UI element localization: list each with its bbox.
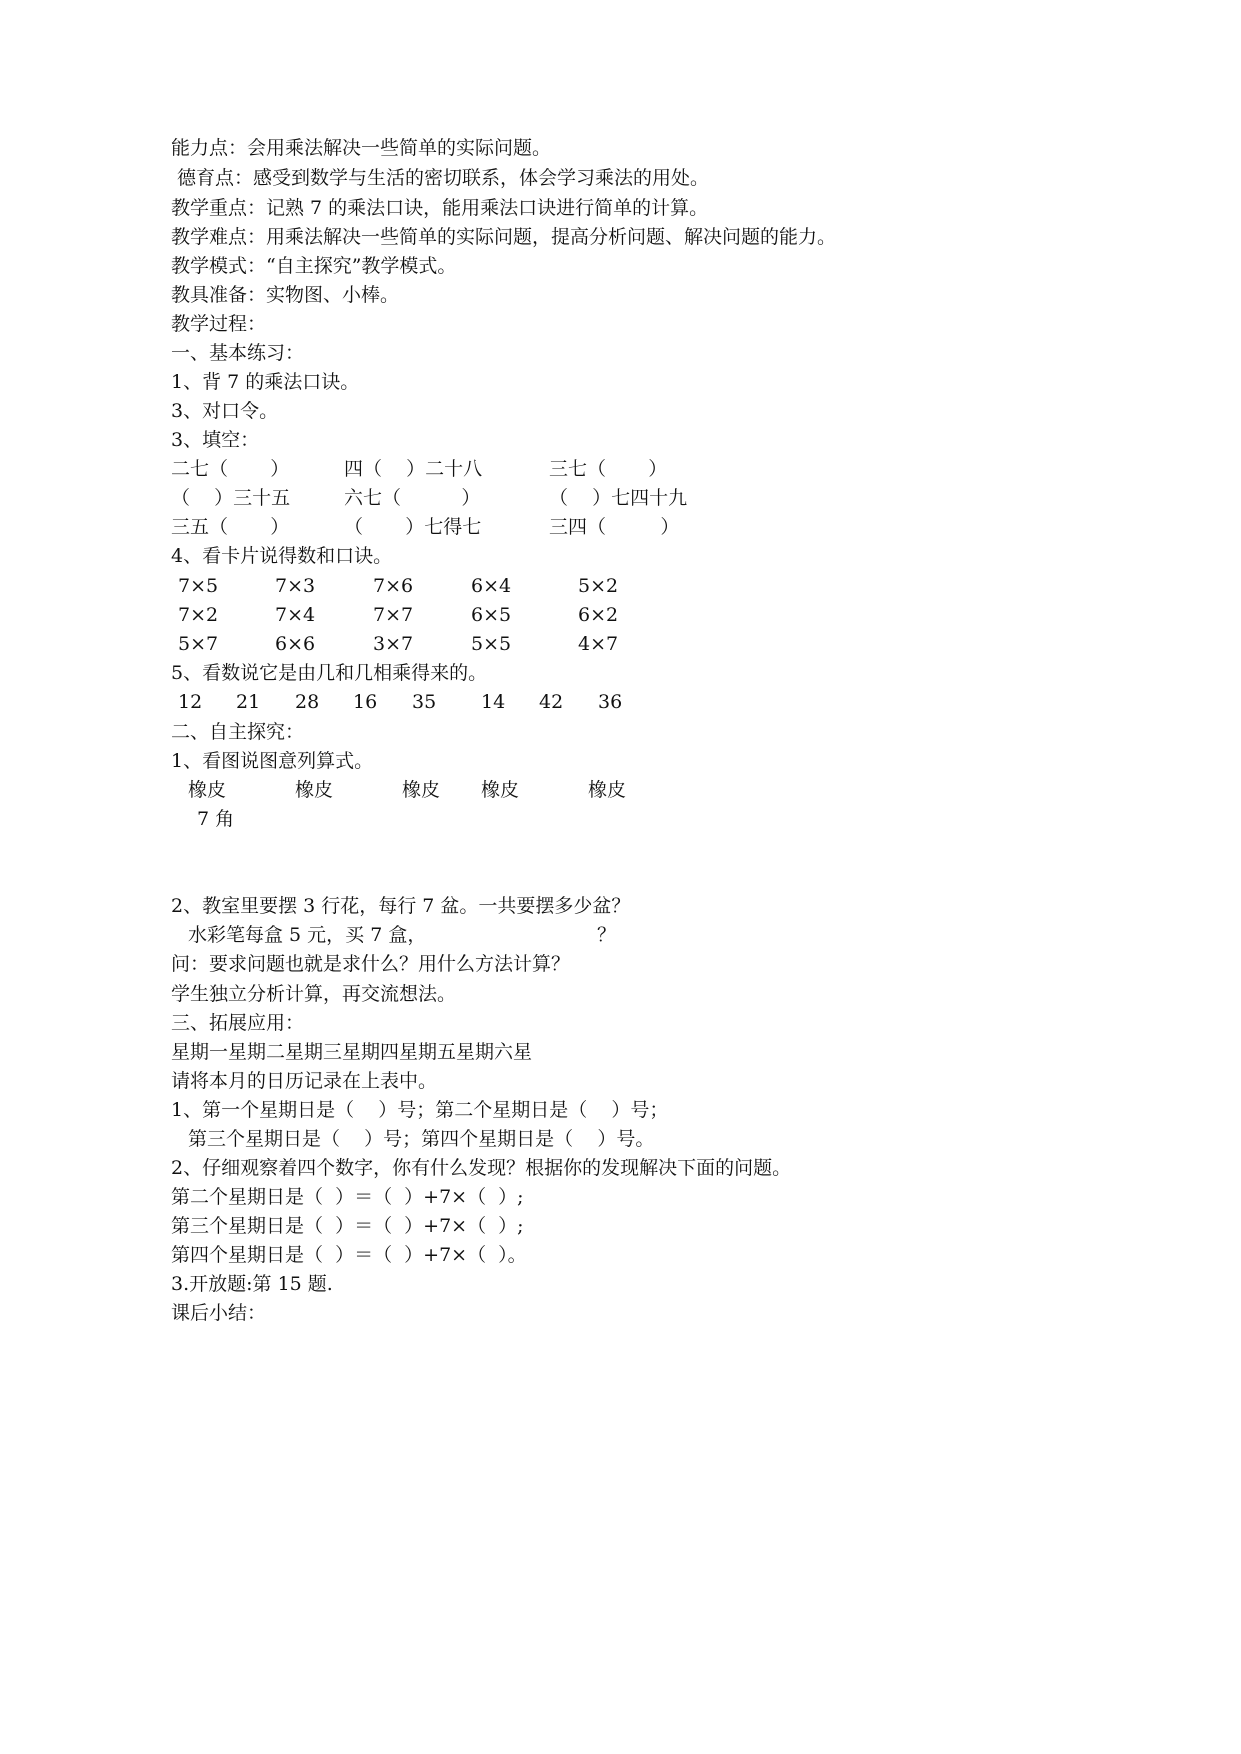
moral-line: 德育点：感受到数学与生活的密切联系，体会学习乘法的用处。 (177, 167, 710, 189)
explore-1: 1、看图说图意列算式。 (171, 750, 374, 772)
section-2-heading: 二、自主探究： (171, 721, 305, 743)
number-item: 36 (598, 691, 623, 713)
question-1a: 1、第一个星期日是（ ）号；第二个星期日是（ ）号； (171, 1099, 669, 1121)
blank-cell: （ ）三十五 (171, 487, 291, 509)
section-1-heading: 一、基本练习： (171, 342, 305, 364)
blank-cell: 二七（ ） (171, 458, 290, 480)
ability-line: 能力点：会用乘法解决一些简单的实际问题。 (171, 137, 552, 159)
card-expression: 7×5 (178, 575, 219, 597)
week-header: 星期一星期二星期三星期四星期五星期六星 (171, 1041, 533, 1063)
card-expression: 7×2 (178, 604, 219, 626)
card-expression: 3×7 (373, 633, 414, 655)
blank-cell: 四（ ）二十八 (344, 458, 483, 480)
open-question: 3.开放题:第 15 题. (171, 1273, 333, 1295)
card-expression: 6×5 (471, 604, 512, 626)
eraser-label: 橡皮 (295, 779, 334, 801)
number-item: 42 (539, 691, 564, 713)
number-item: 35 (412, 691, 437, 713)
tools-line: 教具准备：实物图、小棒。 (171, 284, 400, 306)
process-heading: 教学过程： (171, 313, 267, 335)
section-3-heading: 三、拓展应用： (171, 1012, 305, 1034)
key-point-line: 教学重点：记熟 7 的乘法口诀，能用乘法口诀进行简单的计算。 (171, 197, 709, 219)
eraser-label: 橡皮 (402, 779, 441, 801)
difficulty-line: 教学难点：用乘法解决一些简单的实际问题，提高分析问题、解决问题的能力。 (171, 226, 837, 248)
exercise-1: 1、背 7 的乘法口诀。 (171, 371, 360, 393)
number-item: 14 (481, 691, 506, 713)
exercise-4: 4、看卡片说得数和口诀。 (171, 545, 393, 567)
question-2a: 第二个星期日是（ ）＝（ ）+7×（ ）; (171, 1186, 524, 1208)
card-expression: 6×4 (471, 575, 512, 597)
exercise-3b: 3、填空： (171, 429, 260, 451)
blank-cell: 三七（ ） (549, 458, 668, 480)
card-expression: 5×2 (578, 575, 619, 597)
discuss-line: 学生独立分析计算，再交流想法。 (171, 983, 457, 1005)
question-1b: 第三个星期日是（ ）号；第四个星期日是（ ）号。 (188, 1128, 655, 1150)
calendar-line: 请将本月的日历记录在上表中。 (171, 1070, 438, 1092)
eraser-label: 橡皮 (188, 779, 227, 801)
blank-cell: 三四（ ） (549, 516, 680, 538)
card-expression: 5×5 (471, 633, 512, 655)
pens-question-mark: ？ (597, 924, 617, 946)
card-expression: 7×7 (373, 604, 414, 626)
blank-cell: 三五（ ） (171, 516, 290, 538)
question-2c: 第四个星期日是（ ）＝（ ）+7×（ ）。 (171, 1244, 527, 1266)
card-expression: 7×4 (275, 604, 316, 626)
explore-2: 2、教室里要摆 3 行花，每行 7 盆。一共要摆多少盆？ (171, 895, 631, 917)
blank-cell: （ ）七得七 (344, 516, 482, 538)
card-expression: 6×2 (578, 604, 619, 626)
pens-problem: 水彩笔每盒 5 元，买 7 盒， (188, 924, 427, 946)
question-2: 2、仔细观察着四个数字，你有什么发现？根据你的发现解决下面的问题。 (171, 1157, 792, 1179)
price-label: 7 角 (197, 808, 235, 830)
card-expression: 7×3 (275, 575, 316, 597)
card-expression: 4×7 (578, 633, 619, 655)
eraser-label: 橡皮 (588, 779, 627, 801)
number-item: 12 (178, 691, 203, 713)
eraser-label: 橡皮 (481, 779, 520, 801)
ask-line: 问：要求问题也就是求什么？用什么方法计算？ (171, 953, 571, 975)
number-item: 16 (353, 691, 378, 713)
blank-cell: 六七（ ） (344, 487, 481, 509)
mode-line: 教学模式：“自主探究”教学模式。 (171, 255, 457, 277)
summary-heading: 课后小结： (171, 1302, 267, 1324)
blank-cell: （ ）七四十九 (549, 487, 688, 509)
card-expression: 5×7 (178, 633, 219, 655)
question-2b: 第三个星期日是（ ）＝（ ）+7×（ ）; (171, 1215, 524, 1237)
card-expression: 7×6 (373, 575, 414, 597)
exercise-3a: 3、对口令。 (171, 400, 279, 422)
exercise-5: 5、看数说它是由几和几相乘得来的。 (171, 662, 488, 684)
number-item: 21 (236, 691, 261, 713)
card-expression: 6×6 (275, 633, 316, 655)
number-item: 28 (295, 691, 320, 713)
